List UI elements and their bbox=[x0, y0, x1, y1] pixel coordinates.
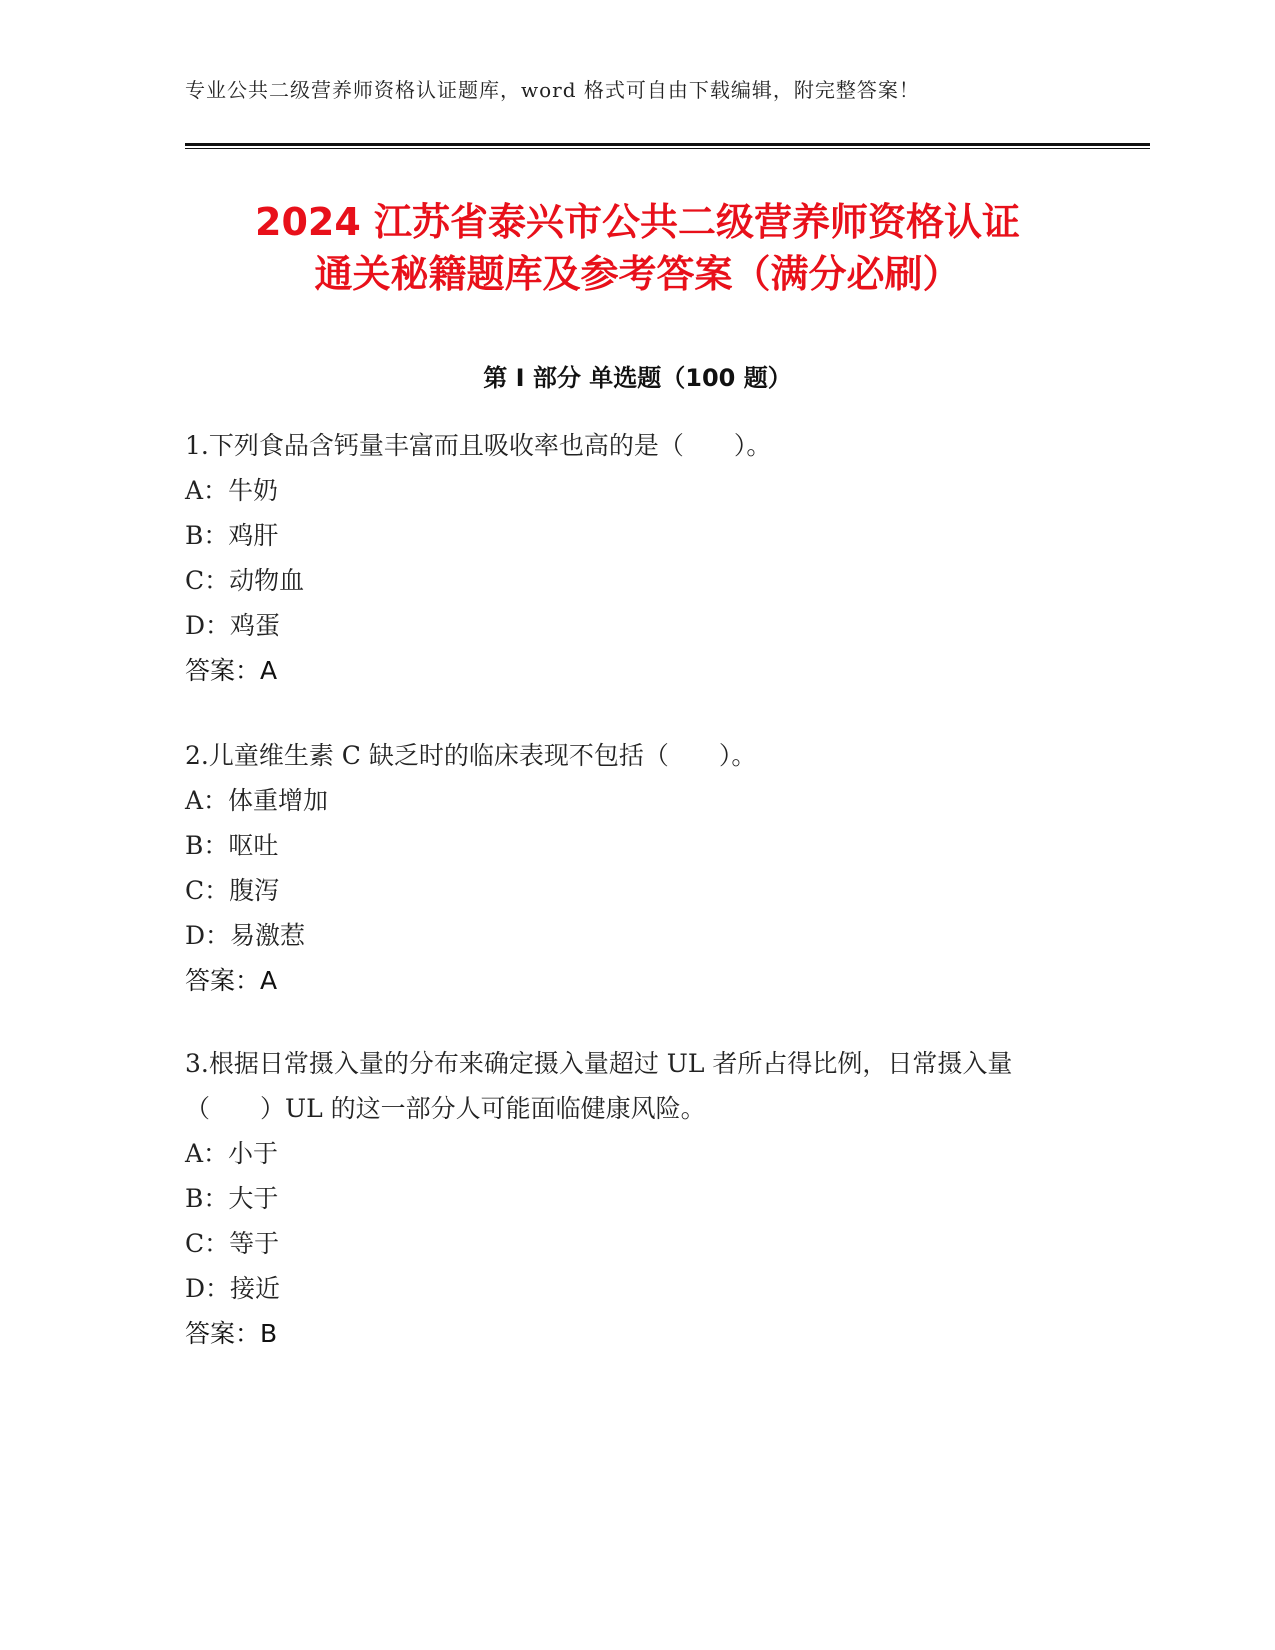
option-a: A：体重增加 bbox=[185, 786, 329, 815]
option-c: C：动物血 bbox=[185, 566, 305, 595]
header-note: 专业公共二级营养师资格认证题库，word 格式可自由下载编辑，附完整答案！ bbox=[185, 78, 920, 102]
option-b: B：大于 bbox=[185, 1184, 279, 1213]
option-d: D：接近 bbox=[185, 1274, 281, 1303]
question-stem: 3.根据日常摄入量的分布来确定摄入量超过 UL 者所占得比例，日常摄入量（ ）UL 的这一部分人可能面临健康风险。 bbox=[185, 1049, 1013, 1123]
option-c: C：等于 bbox=[185, 1229, 280, 1258]
section-heading: 第 I 部分 单选题（100 题） bbox=[483, 364, 792, 392]
option-d: D：易激惹 bbox=[185, 921, 306, 950]
title-line-1: 2024 江苏省泰兴市公共二级营养师资格认证 bbox=[255, 200, 1020, 244]
question-2 bbox=[185, 733, 1085, 1003]
option-a: A：小于 bbox=[185, 1139, 279, 1168]
option-b: B：鸡肝 bbox=[185, 521, 279, 550]
question-stem: 1.下列食品含钙量丰富而且吸收率也高的是（ ）。 bbox=[185, 431, 772, 460]
option-d: D：鸡蛋 bbox=[185, 611, 281, 640]
question-1 bbox=[185, 423, 1085, 693]
question-3 bbox=[185, 1041, 1065, 1356]
option-b: B：呕吐 bbox=[185, 831, 279, 860]
header-divider-thick bbox=[185, 143, 1150, 146]
document-title bbox=[150, 196, 1125, 300]
answer: 答案：A bbox=[185, 966, 278, 995]
header-divider-thin bbox=[185, 148, 1150, 149]
answer: 答案：A bbox=[185, 656, 278, 685]
option-a: A：牛奶 bbox=[185, 476, 279, 505]
option-c: C：腹泻 bbox=[185, 876, 280, 905]
title-line-2: 通关秘籍题库及参考答案（满分必刷） bbox=[314, 252, 961, 296]
question-stem: 2.儿童维生素 C 缺乏时的临床表现不包括（ ）。 bbox=[185, 741, 757, 770]
answer: 答案：B bbox=[185, 1319, 278, 1348]
